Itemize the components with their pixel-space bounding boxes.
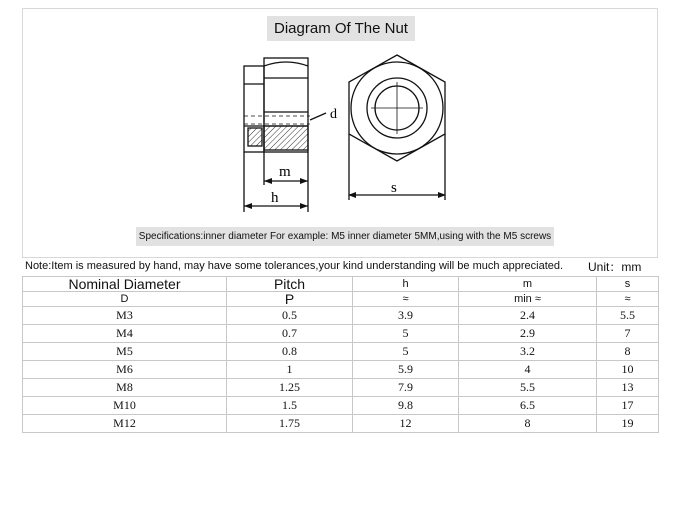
cell-m: 2.4 (459, 307, 597, 325)
nut-top-view (349, 55, 445, 200)
subheader-cell: ≈ (353, 292, 459, 307)
table-header-row (23, 277, 659, 292)
cell-pitch: 0.5 (227, 307, 353, 325)
cell-h: 5 (353, 325, 459, 343)
cell-diameter: M8 (23, 379, 227, 397)
subheader-cell: ≈ (597, 292, 659, 307)
label-s: s (391, 180, 397, 196)
cell-h: 5.9 (353, 361, 459, 379)
subheader-cell: min ≈ (459, 292, 597, 307)
header-cell: Nominal Diameter (23, 277, 227, 292)
cell-s: 13 (597, 379, 659, 397)
table-row (23, 379, 659, 397)
cell-h: 5 (353, 343, 459, 361)
cell-s: 7 (597, 325, 659, 343)
table-row (23, 325, 659, 343)
cell-pitch: 1.75 (227, 415, 353, 433)
label-d: d (330, 107, 337, 122)
specification-text: Specifications:inner diameter For example: M5 inner diameter 5MM,using with the M5 screws (136, 227, 554, 246)
header-cell: m (459, 277, 597, 292)
cell-pitch: 0.7 (227, 325, 353, 343)
cell-diameter: M5 (23, 343, 227, 361)
spec-table (22, 276, 659, 433)
cell-diameter: M3 (23, 307, 227, 325)
table-row (23, 343, 659, 361)
label-h: h (271, 190, 279, 206)
cell-s: 19 (597, 415, 659, 433)
cell-pitch: 1 (227, 361, 353, 379)
cell-m: 6.5 (459, 397, 597, 415)
header-cell: s (597, 277, 659, 292)
table-row (23, 307, 659, 325)
cell-m: 2.9 (459, 325, 597, 343)
cell-s: 5.5 (597, 307, 659, 325)
cell-h: 12 (353, 415, 459, 433)
cell-h: 3.9 (353, 307, 459, 325)
subheader-cell: P (227, 292, 353, 307)
measurement-note: Note:Item is measured by hand, may have some tolerances,your kind understanding will be much appreciated. (25, 260, 564, 272)
cell-m: 5.5 (459, 379, 597, 397)
nut-side-view (244, 58, 326, 212)
table-subheader-row (23, 292, 659, 307)
cell-pitch: 1.5 (227, 397, 353, 415)
cell-diameter: M6 (23, 361, 227, 379)
cell-h: 9.8 (353, 397, 459, 415)
cell-diameter: M4 (23, 325, 227, 343)
subheader-cell: D (23, 292, 227, 307)
cell-s: 10 (597, 361, 659, 379)
header-cell: h (353, 277, 459, 292)
table-row (23, 361, 659, 379)
cell-h: 7.9 (353, 379, 459, 397)
cell-m: 4 (459, 361, 597, 379)
cell-pitch: 0.8 (227, 343, 353, 361)
cell-pitch: 1.25 (227, 379, 353, 397)
diagram-title: Diagram Of The Nut (267, 16, 415, 41)
table-row (23, 415, 659, 433)
header-cell: Pitch (227, 277, 353, 292)
cell-m: 3.2 (459, 343, 597, 361)
cell-diameter: M10 (23, 397, 227, 415)
cell-diameter: M12 (23, 415, 227, 433)
unit-label: Unit：mm (588, 260, 642, 274)
table-row (23, 397, 659, 415)
cell-s: 17 (597, 397, 659, 415)
cell-s: 8 (597, 343, 659, 361)
label-m: m (279, 164, 291, 180)
cell-m: 8 (459, 415, 597, 433)
